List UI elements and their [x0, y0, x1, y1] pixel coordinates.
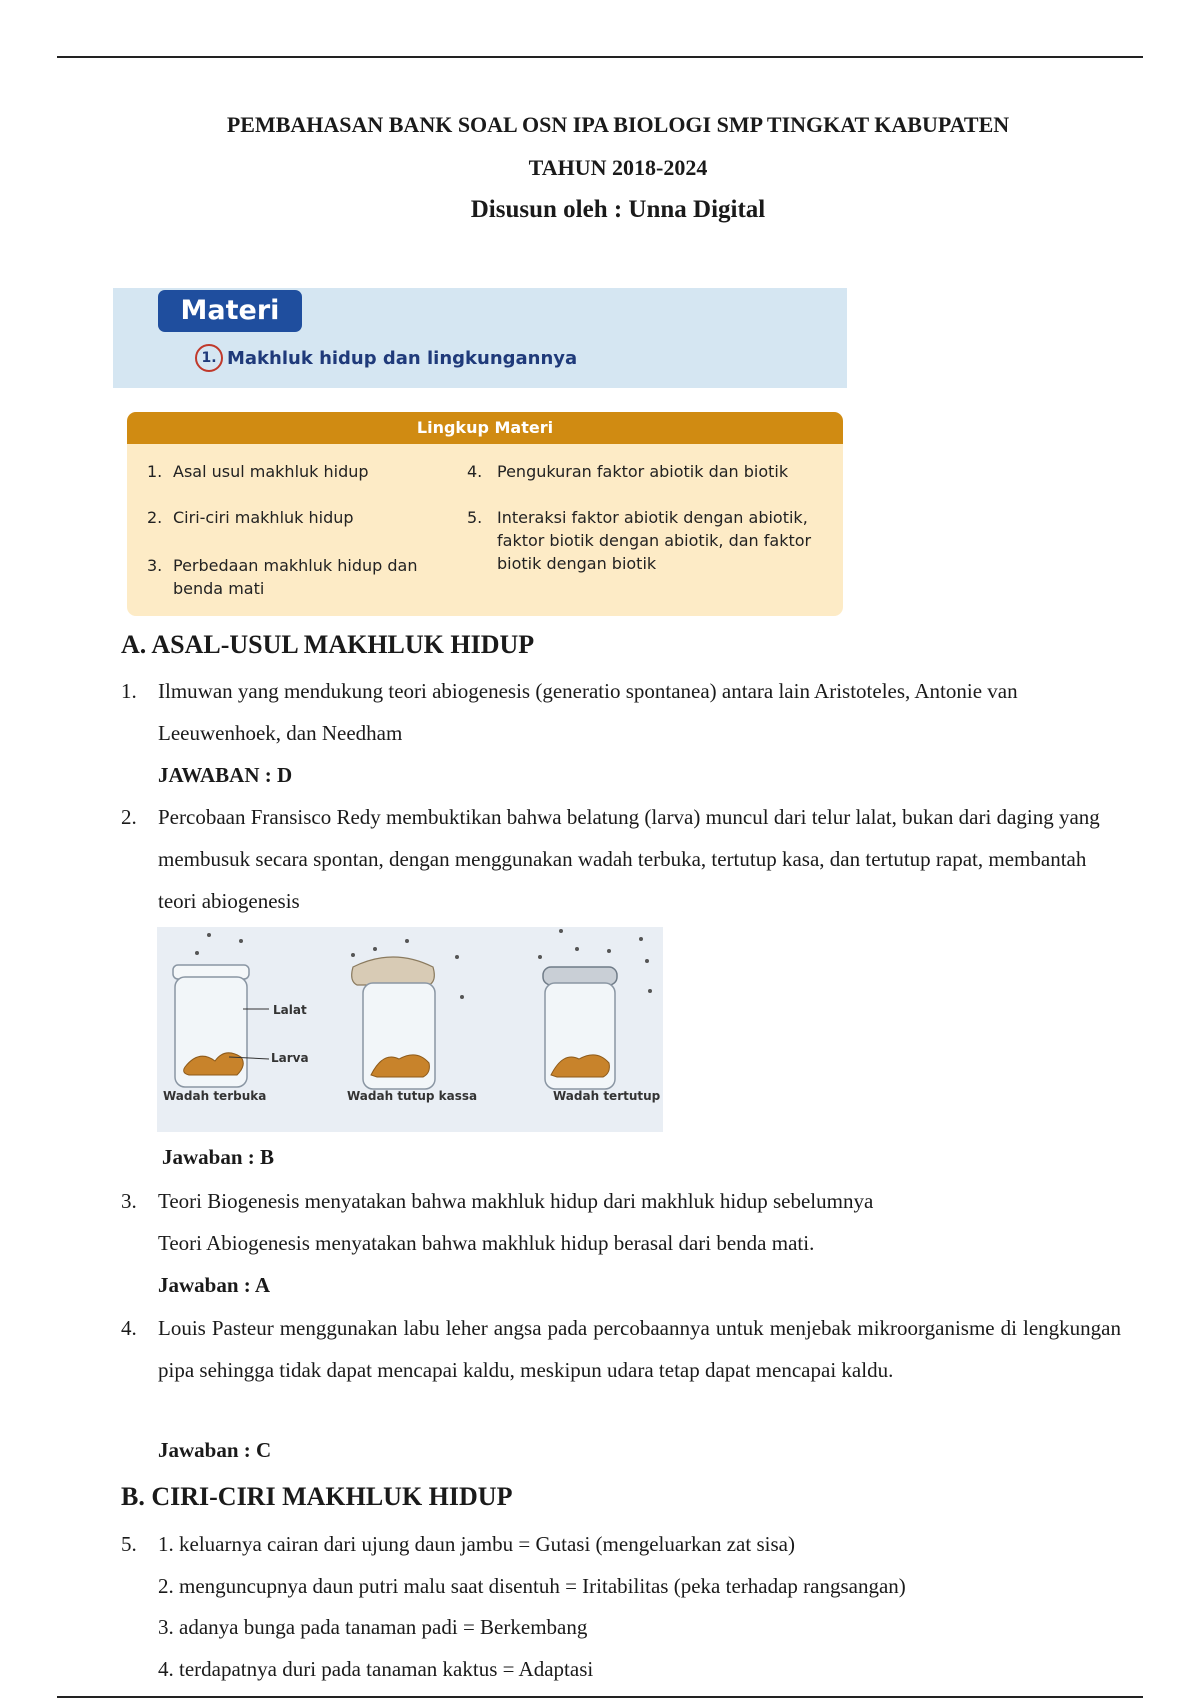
materi-badge: Materi	[158, 290, 302, 332]
caption-wadah-tutup-kassa: Wadah tutup kassa	[347, 1089, 478, 1103]
answer-4: Jawaban : C	[158, 1438, 272, 1462]
question-5-line4: 4. terdapatnya duri pada tanaman kaktus = Adaptasi	[158, 1657, 594, 1681]
lingkup-item: 1. Asal usul makhluk hidup	[147, 462, 369, 481]
section-b-heading: B. CIRI-CIRI MAKHLUK HIDUP	[121, 1482, 513, 1511]
section-a-heading: A. ASAL-USUL MAKHLUK HIDUP	[121, 630, 535, 659]
document-author: Disusun oleh : Unna Digital	[470, 196, 766, 223]
caption-wadah-terbuka: Wadah terbuka	[163, 1089, 267, 1103]
label-lalat: Lalat	[273, 1003, 307, 1017]
redi-experiment-figure	[157, 927, 663, 1132]
lingkup-item: 3. Perbedaan makhluk hidup dan benda mati	[147, 556, 418, 598]
question-3: 3. Teori Biogenesis menyatakan bahwa makhluk hidup dari makhluk hidup sebelumnya	[121, 1189, 874, 1213]
lingkup-item: 4. Pengukuran faktor abiotik dan biotik	[467, 462, 789, 481]
question-5-line3: 3. adanya bunga pada tanaman padi = Berkembang	[158, 1615, 588, 1639]
topic-number-icon: 1.	[195, 344, 223, 372]
answer-3: Jawaban : A	[158, 1273, 271, 1297]
materi-topic	[195, 344, 577, 372]
lingkup-item: 2. Ciri-ciri makhluk hidup	[147, 508, 354, 527]
document-subtitle-year: TAHUN 2018-2024	[528, 155, 708, 180]
document-title: PEMBAHASAN BANK SOAL OSN IPA BIOLOGI SMP TINGKAT KABUPATEN	[226, 112, 1010, 137]
question-3-line2: Teori Abiogenesis menyatakan bahwa makhluk hidup berasal dari benda mati.	[158, 1231, 815, 1255]
top-rule	[57, 56, 1143, 58]
lingkup-materi-heading: Lingkup Materi	[127, 412, 843, 444]
materi-banner	[113, 288, 847, 388]
answer-1: JAWABAN : D	[158, 763, 293, 787]
lingkup-materi-box	[127, 412, 843, 616]
question-2: 2. Percobaan Fransisco Redy membuktikan bahwa belatung (larva) muncul dari telur lalat, bukan dari daging yang membusuk secara spontan, dengan menggunakan wadah terbuka, tertutup kasa, dan tertutup rapat, membantah teori abiogenesis	[121, 805, 1100, 913]
label-larva: Larva	[271, 1051, 309, 1065]
question-5-line2: 2. menguncupnya daun putri malu saat disentuh = Iritabilitas (peka terhadap rangsangan)	[158, 1574, 906, 1598]
materi-topic-label: Makhluk hidup dan lingkungannya	[227, 347, 578, 369]
bottom-rule	[57, 1696, 1143, 1698]
caption-wadah-tertutup: Wadah tertutup	[553, 1089, 661, 1103]
lingkup-item: 5. Interaksi faktor abiotik dengan abiotik, faktor biotik dengan abiotik, dan faktor biotik dengan biotik	[467, 508, 812, 573]
question-1: 1. Ilmuwan yang mendukung teori abiogenesis (generatio spontanea) antara lain Aristoteles, Antonie van Leeuwenhoek, dan Needham	[121, 679, 1018, 745]
question-4: 4. Louis Pasteur menggunakan labu leher angsa pada percobaannya untuk menjebak mikroorganisme di lengkungan pipa sehingga tidak dapat mencapai kaldu, meskipun udara tetap dapat mencapai kaldu.	[121, 1316, 1121, 1382]
answer-2: Jawaban : B	[162, 1145, 275, 1169]
question-5: 5. 1. keluarnya cairan dari ujung daun jambu = Gutasi (mengeluarkan zat sisa)	[121, 1532, 795, 1556]
